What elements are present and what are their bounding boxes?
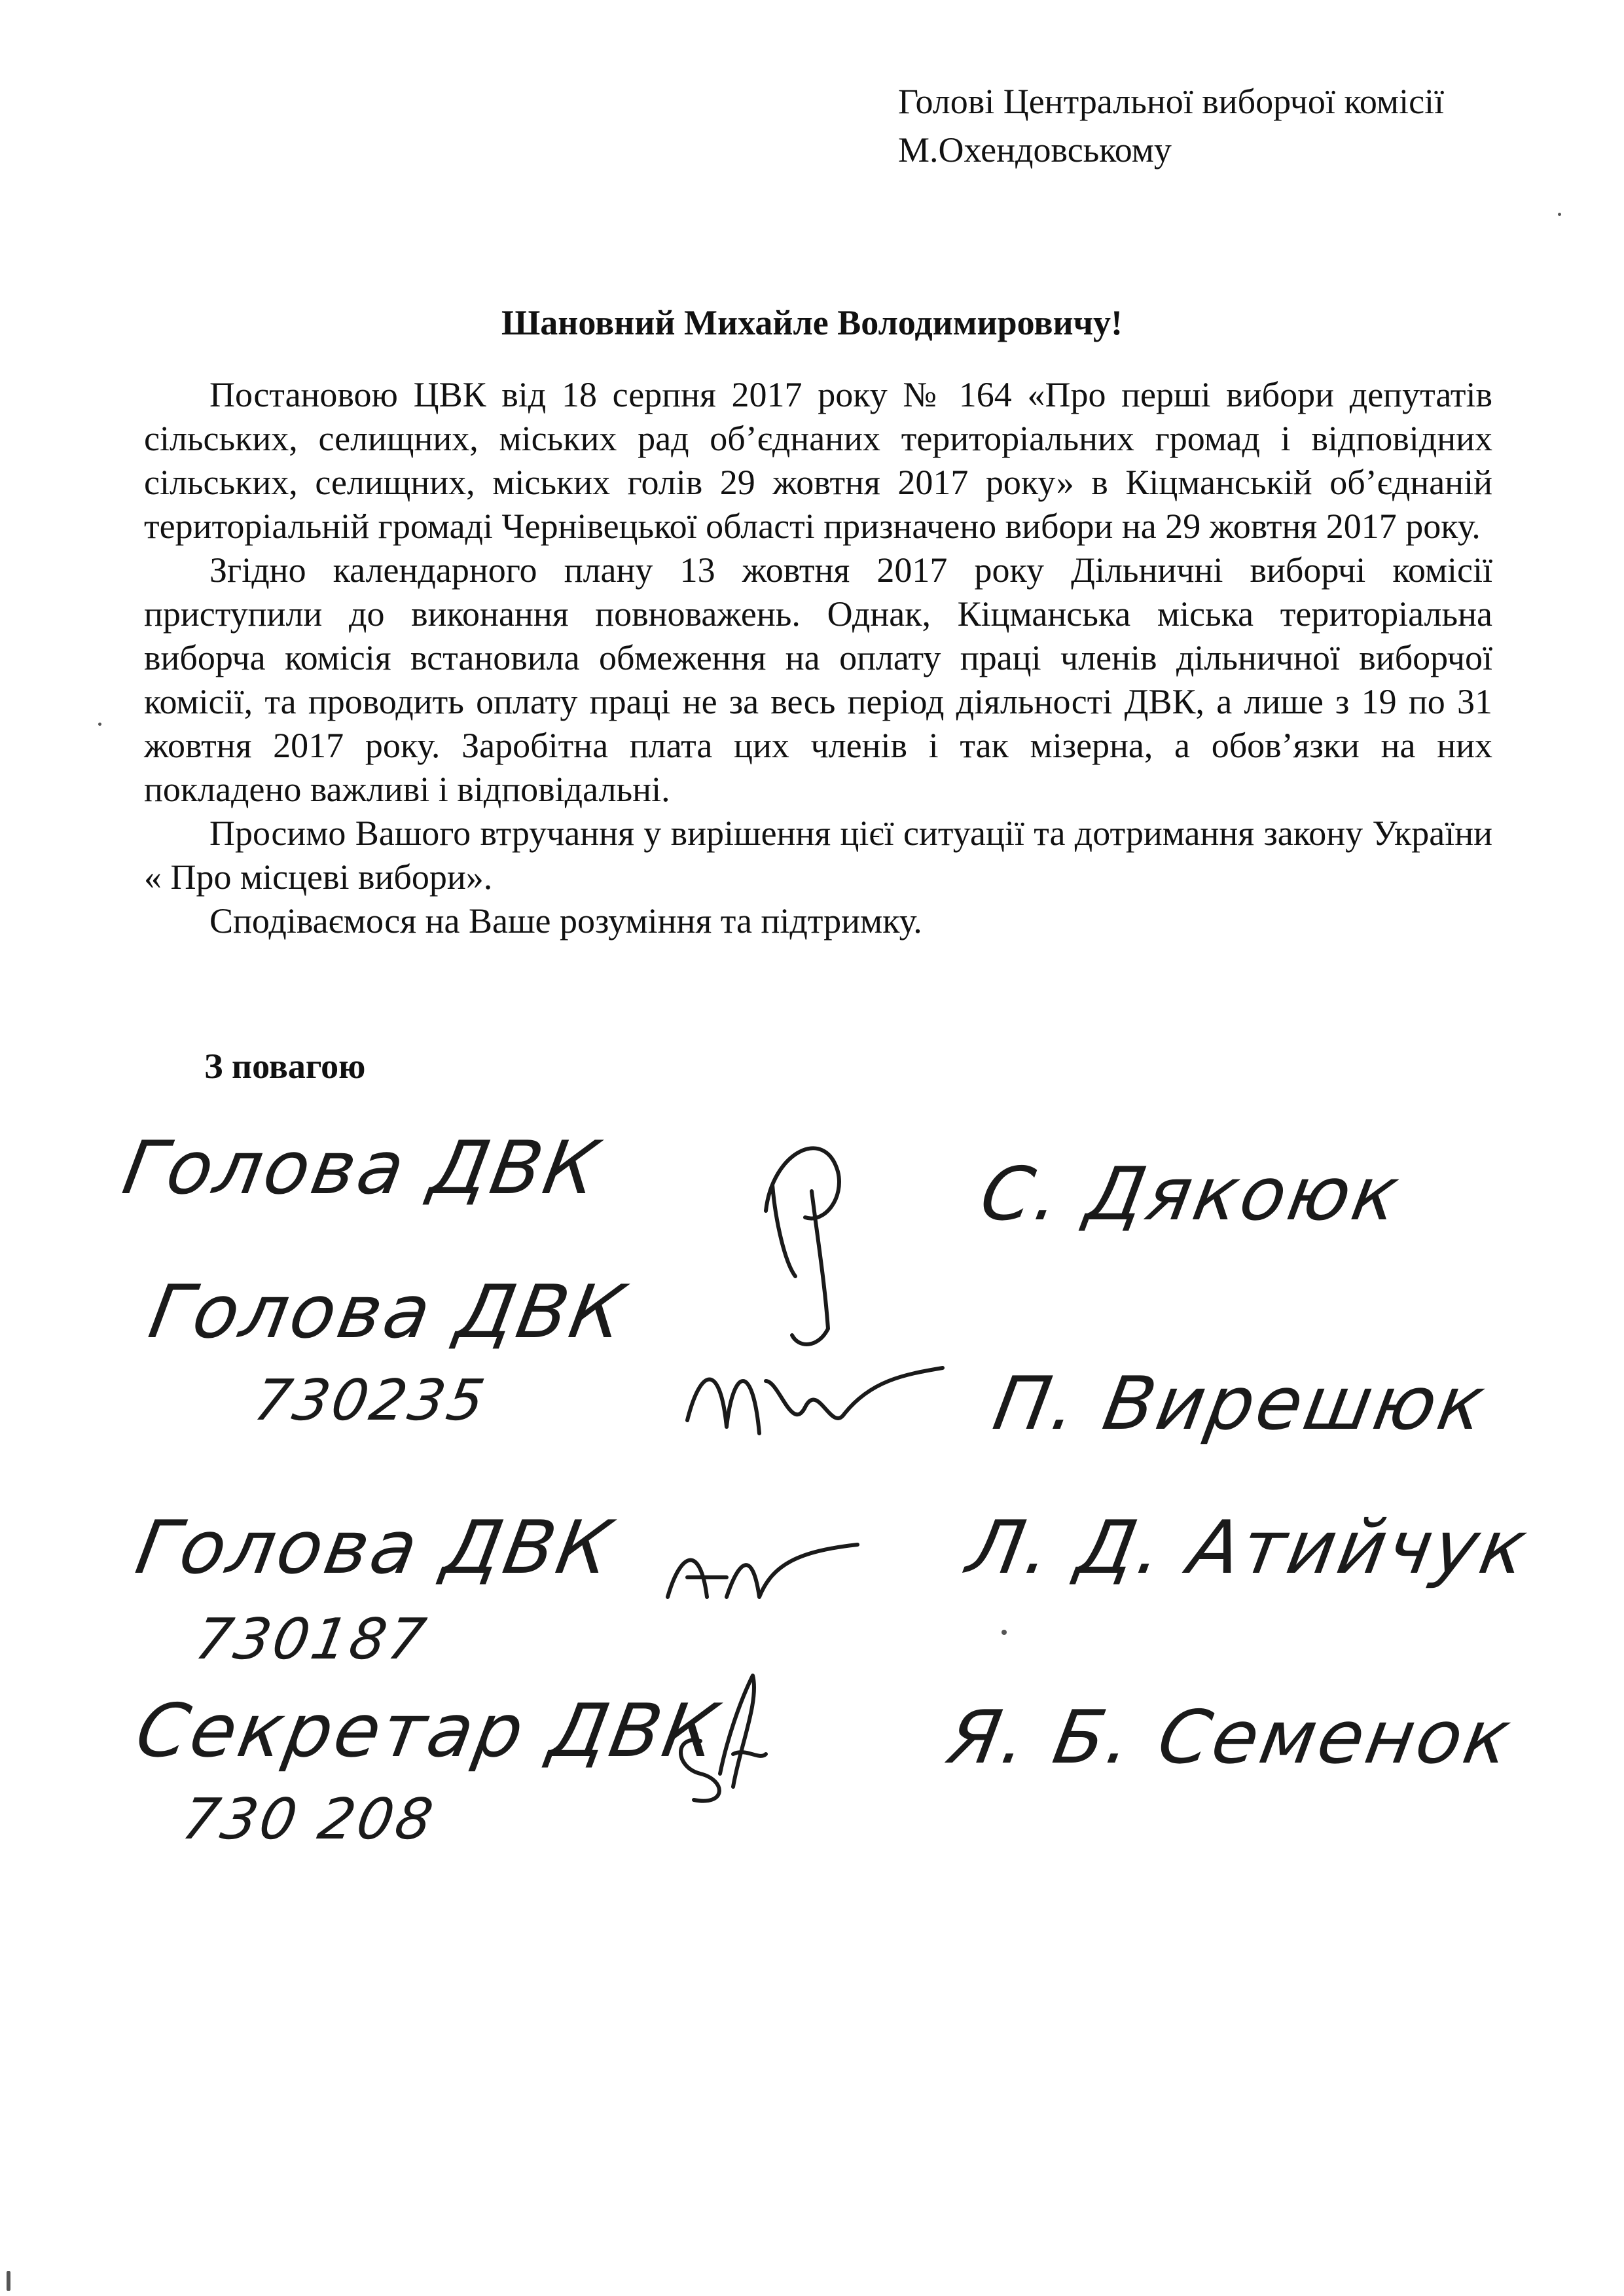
signatory-role: Голова ДВК xyxy=(130,1505,620,1590)
signature xyxy=(661,1662,779,1806)
addressee-block xyxy=(898,77,1444,174)
signatory-role: Голова ДВК xyxy=(117,1126,607,1211)
signatory-name: Л. Д. Атийчук xyxy=(961,1505,1536,1590)
addressee-line-1: Голові Центральної виборчої комісії xyxy=(898,82,1445,121)
signatory-role: Голова ДВК xyxy=(143,1270,633,1355)
scan-speck xyxy=(1558,213,1561,216)
signature xyxy=(746,1113,864,1361)
paragraph: Сподіваємося на Ваше розуміння та підтримку. xyxy=(209,901,922,941)
closing: З повагою xyxy=(204,1047,366,1086)
paragraph: Постановою ЦВК від 18 серпня 2017 року № 164 «Про перші вибори депутатів сільських, селищних, міських рад об’єднаних територіальних громад і відповідних сільських, селищних, міських голів 29 жовтня 2017 року» в Кіцманській об’єднаній територіальній громаді Чернівецької області призначено вибори на 29 жовтня 2017 року. xyxy=(144,375,1492,546)
signatory-role: Секретар ДВК xyxy=(130,1689,726,1774)
signatory-number: 730187 xyxy=(190,1607,433,1672)
scan-speck xyxy=(1001,1630,1007,1635)
signature xyxy=(674,1342,949,1453)
signatory-name: П. Вирешюк xyxy=(987,1361,1493,1446)
salutation: Шановний Михайле Володимировичу! xyxy=(501,303,1123,342)
scan-edge-mark xyxy=(7,2271,10,2291)
addressee-line-2: М.Охендовському xyxy=(898,130,1172,170)
scan-speck xyxy=(98,723,101,726)
signature xyxy=(655,1525,864,1617)
signatory-number: 730235 xyxy=(249,1368,492,1433)
signatory-name: Я. Б. Семенок xyxy=(941,1695,1519,1780)
signatory-name: С. Дякоюк xyxy=(974,1152,1407,1237)
signatory-number: 730 208 xyxy=(177,1787,441,1852)
paragraph: Просимо Вашого втручання у вирішення цієї ситуації та дотримання закону України « Про місцеві вибори». xyxy=(144,814,1492,897)
letter-body xyxy=(144,373,1492,943)
paragraph: Згідно календарного плану 13 жовтня 2017 року Дільничні виборчі комісії приступили до виконання повноважень. Однак, Кіцманська міська територіальна виборча комісія встановила обмеження на оплату праці членів дільничної виборчої комісії, та проводить оплату праці не за весь період діяльності ДВК, а лише з 19 по 31 жовтня 2017 року. Заробітна плата цих членів і так мізерна, а обов’язки на них покладено важливі і відповідальні. xyxy=(144,550,1492,809)
